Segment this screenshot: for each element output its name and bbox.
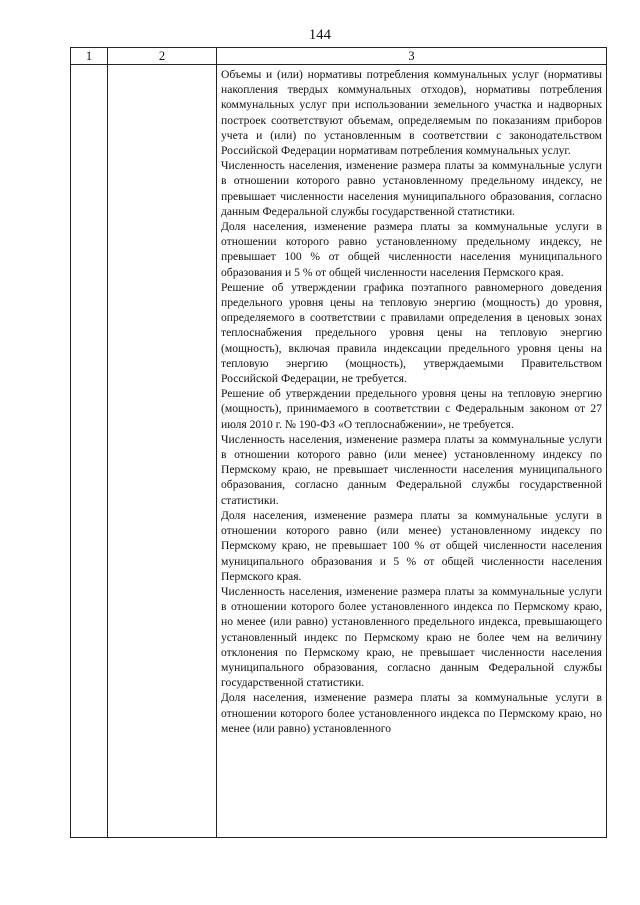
paragraph: Численность населения, изменение размера платы за коммунальные услуги в отношении которого более установленного индекса по Пермскому краю, но менее (или равно) установленного предельного индекса, превышающего установленный индекс по Пермскому краю не более чем на величину отклонения по Пермскому краю, не превышает численности населения муниципального образования, согласно данным Федеральной службы государственной статистики. — [221, 584, 602, 690]
column-header-2: 2 — [108, 48, 217, 65]
paragraph: Объемы и (или) нормативы потребления коммунальных услуг (нормативы накопления твердых коммунальных отходов), нормативы потребления коммунальных услуг при использовании земельного участка и надворных построек соответствуют объемам, определяемым по показаниям приборов учета и (или) по установленным в соответствии с законодательством Российской Федерации нормативам потребления коммунальных услуг. — [221, 68, 602, 158]
document-table — [70, 47, 607, 838]
cell-column-1 — [71, 65, 108, 838]
paragraph: Численность населения, изменение размера платы за коммунальные услуги в отношении которого равно (или менее) установленному индексу по Пермскому краю, не превышает численности населения муниципального образования, согласно данным Федеральной службы государственной статистики. — [221, 432, 602, 507]
paragraph: Численность населения, изменение размера платы за коммунальные услуги в отношении которого равно установленному предельному индексу, не превышает численности населения муниципального образования, согласно данным Федеральной службы государственной статистики. — [221, 159, 602, 218]
paragraph: Решение об утверждении предельного уровня цены на тепловую энергию (мощность), принимаемого в соответствии с Федеральным законом от 27 июля 2010 г. № 190-ФЗ «О теплоснабжении», не требуется. — [221, 387, 602, 431]
paragraph: Доля населения, изменение размера платы за коммунальные услуги в отношении которого равно (или менее) установленному индексу по Пермскому краю, не превышает 100 % от общей численности населения муниципального образования и 5 % от общей численности населения Пермского края. — [221, 508, 602, 583]
paragraph: Доля населения, изменение размера платы за коммунальные услуги в отношении которого более установленного индекса по Пермскому краю, но менее (или равно) установленного — [221, 691, 602, 735]
cell-column-2 — [108, 65, 217, 838]
table-header-row — [71, 48, 607, 65]
column-header-1: 1 — [71, 48, 108, 65]
table-row — [71, 65, 607, 838]
cell-column-3 — [217, 65, 607, 838]
page-number: 144 — [308, 27, 332, 43]
column-header-3: 3 — [217, 48, 607, 65]
paragraph: Доля населения, изменение размера платы за коммунальные услуги в отношении которого равно установленному предельному индексу, не превышает 100 % от общей численности населения муниципального образования и 5 % от общей численности населения Пермского края. — [221, 220, 602, 279]
paragraph: Решение об утверждении графика поэтапного равномерного доведения предельного уровня цены на тепловую энергию (мощность) до уровня, определяемого в соответствии с правилами определения в ценовых зонах теплоснабжения предельного уровня цены на тепловую энергию (мощность), включая правила индексации предельного уровня цены на тепловую энергию (мощность), утверждаемыми Правительством Российской Федерации, не требуется. — [221, 280, 602, 386]
